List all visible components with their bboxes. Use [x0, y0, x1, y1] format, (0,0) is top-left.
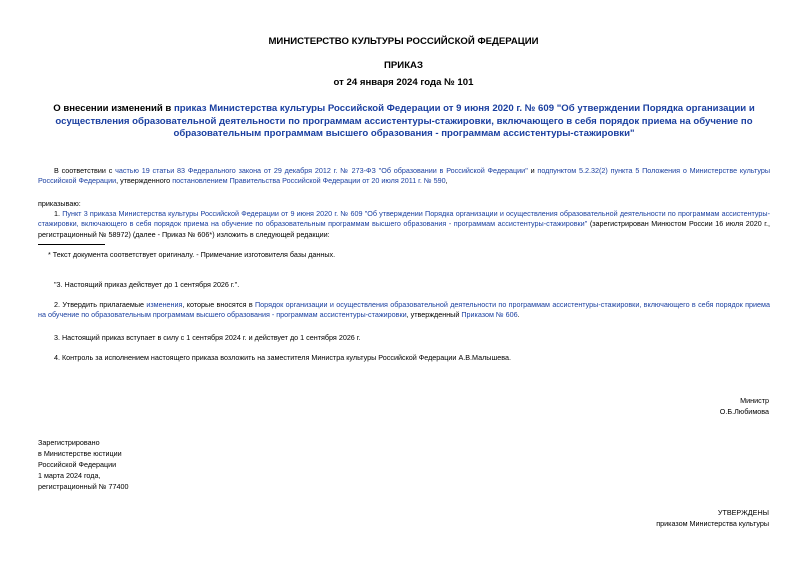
item-2-text-4: . [517, 310, 520, 320]
registration-date: 1 марта 2024 года, [38, 471, 101, 480]
item-1-paragraph [38, 209, 770, 240]
order-date-number: от 24 января 2024 года № 101 [333, 77, 474, 88]
item-1-order-link[interactable]: Пункт 3 приказа Министерства культуры Российской Федерации от 9 июня 2020 г. № 609 "Об утверждении Порядка организации и осуществления образовательной деятельности по программам ассистентуры-стажировки, включающего в себя порядок приема на обучение по образовательным программам высшего образования - программам ассистентуры-стажировки" [38, 209, 770, 229]
preamble-text-3: , утвержденного [116, 176, 173, 186]
signer-position: Министр [740, 396, 769, 405]
preamble-paragraph [38, 166, 770, 187]
procedure-link[interactable]: Порядок организации и осуществления образовательной деятельности по программам ассистентуры-стажировки, включающего в себя порядок приема на обучение по образовательным программам высшего образования - программам ассистентуры-стажировки [38, 300, 770, 320]
item-1-text: (зарегистрирован Минюстом России 16 июля 2020 г., регистрационный № 58972) (далее - Приказ № 606*) изложить в следующей редакции: [38, 219, 770, 239]
preamble-text-1: В соответствии с [54, 166, 116, 175]
registration-line: в Министерстве юстиции [38, 449, 122, 458]
registration-block [38, 437, 128, 492]
title-order-link[interactable]: приказ Министерства культуры Российской Федерации от 9 июня 2020 г. № 609 "Об утверждении Порядка организации и осуществления образовательной деятельности по программам ассистентуры-стажировки, включающего в себя порядок приема на обучение по образовательным программам высшего образования - программам ассистентуры-стажировки" [55, 103, 755, 139]
item-2-paragraph [38, 300, 770, 321]
document-title [38, 103, 770, 141]
preamble-text-2: и [527, 166, 538, 175]
title-prefix: О внесении изменений в [53, 103, 174, 114]
item-3-paragraph: 3. Настоящий приказ вступает в силу с 1 сентября 2024 г. и действует до 1 сентября 2026 г. [54, 333, 361, 342]
ministry-heading: МИНИСТЕРСТВО КУЛЬТУРЫ РОССИЙСКОЙ ФЕДЕРАЦИИ [268, 36, 539, 47]
order-606-link[interactable]: Приказом № 606 [461, 310, 518, 320]
changes-link[interactable]: изменения [146, 300, 183, 309]
item-2-text-2: , которые вносятся в [182, 300, 256, 309]
quoted-item-3: "3. Настоящий приказ действует до 1 сентября 2026 г.". [54, 280, 240, 289]
registration-number: регистрационный № 77400 [38, 482, 129, 491]
approved-block [656, 507, 769, 529]
registration-line: Зарегистрировано [38, 438, 100, 447]
government-resolution-link[interactable]: постановлением Правительства Российской Федерации от 20 июля 2011 г. № 590 [172, 176, 446, 186]
footnote-text: * Текст документа соответствует оригиналу. - Примечание изготовителя базы данных. [48, 250, 336, 259]
order-heading: ПРИКАЗ [384, 60, 423, 71]
item-1-number: 1. [54, 209, 63, 218]
regulation-link[interactable]: подпунктом 5.2.32(2) пункта 5 Положения о Министерстве культуры Российской Федерации [38, 166, 770, 186]
signature-block [720, 395, 769, 417]
item-4-paragraph: 4. Контроль за исполнением настоящего приказа возложить на заместителя Министра культуры Российской Федерации А.В.Малышева. [54, 353, 511, 362]
preamble-text-4: , [445, 176, 448, 186]
law-link[interactable]: частью 19 статьи 83 Федерального закона от 29 декабря 2012 г. № 273-ФЗ "Об образовании в Российской Федерации" [115, 166, 528, 175]
approved-by: приказом Министерства культуры [656, 519, 769, 528]
signer-name: О.Б.Любимова [719, 407, 769, 416]
item-2-text-3: , утвержденный [406, 310, 462, 320]
decree-word: приказываю: [38, 199, 81, 208]
item-2-text-1: 2. Утвердить прилагаемые [54, 300, 147, 309]
approved-heading: УТВЕРЖДЕНЫ [717, 508, 769, 517]
registration-line: Российской Федерации [38, 460, 117, 469]
footnote-divider [38, 244, 105, 245]
